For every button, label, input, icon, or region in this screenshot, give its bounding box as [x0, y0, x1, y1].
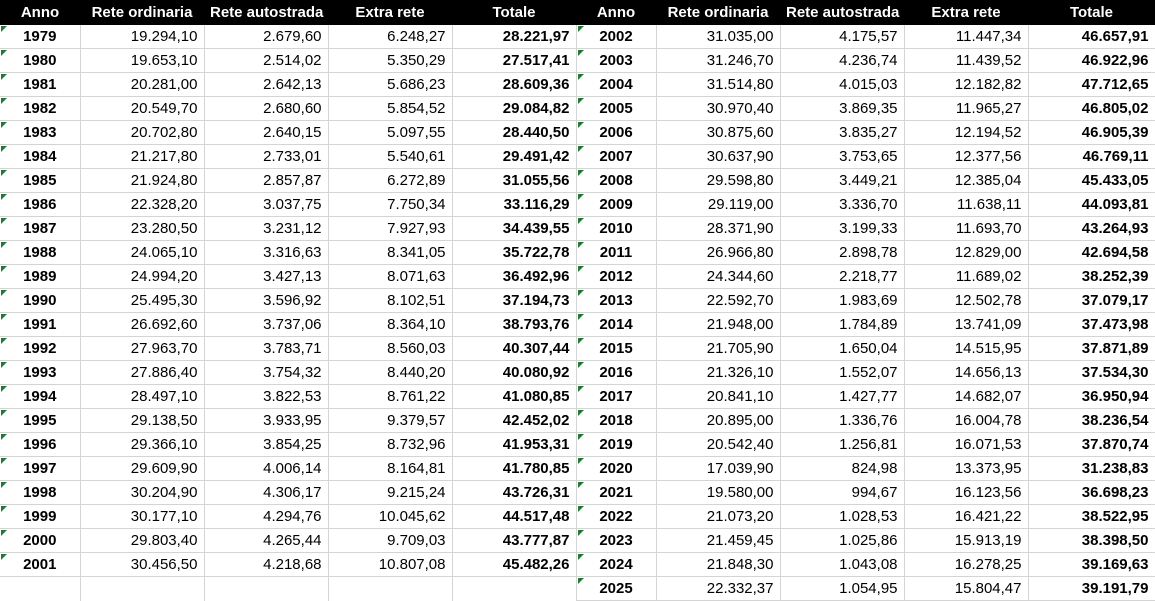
right-rete-ordinaria-cell[interactable]: 30.970,40 — [656, 97, 780, 121]
left-rete-autostrada-cell[interactable]: 3.427,13 — [204, 265, 328, 289]
header-totale-left[interactable]: Totale — [452, 0, 576, 25]
header-extra-rete-right[interactable]: Extra rete — [904, 0, 1028, 25]
table-row — [0, 217, 1155, 241]
left-year-cell[interactable]: 1998 — [0, 481, 80, 505]
right-extra-rete-cell[interactable]: 13.741,09 — [904, 313, 1028, 337]
right-totale-cell[interactable]: 37.871,89 — [1028, 337, 1155, 361]
left-extra-rete-cell[interactable]: 5.097,55 — [328, 121, 452, 145]
right-year-cell[interactable]: 2022 — [576, 505, 656, 529]
right-year-cell[interactable]: 2006 — [576, 121, 656, 145]
left-rete-autostrada-cell[interactable]: 3.783,71 — [204, 337, 328, 361]
table-row — [0, 241, 1155, 265]
left-totale-cell[interactable]: 29.084,82 — [452, 97, 576, 121]
right-year-cell[interactable]: 2023 — [576, 529, 656, 553]
right-totale-cell[interactable]: 31.238,83 — [1028, 457, 1155, 481]
right-rete-autostrada-cell[interactable]: 1.336,76 — [780, 409, 904, 433]
left-totale-cell[interactable]: 35.722,78 — [452, 241, 576, 265]
left-rete-autostrada-cell[interactable]: 3.231,12 — [204, 217, 328, 241]
right-rete-autostrada-cell[interactable]: 824,98 — [780, 457, 904, 481]
right-year-cell[interactable]: 2002 — [576, 25, 656, 49]
left-year-cell[interactable]: 1993 — [0, 361, 80, 385]
header-rete-ordinaria-left[interactable]: Rete ordinaria — [80, 0, 204, 25]
right-rete-ordinaria-cell[interactable]: 20.542,40 — [656, 433, 780, 457]
left-totale-cell[interactable]: 27.517,41 — [452, 49, 576, 73]
left-rete-ordinaria-cell[interactable]: 19.653,10 — [80, 49, 204, 73]
right-year-cell[interactable]: 2024 — [576, 553, 656, 577]
left-extra-rete-cell[interactable]: 5.540,61 — [328, 145, 452, 169]
left-rete-autostrada-cell[interactable]: 2.640,15 — [204, 121, 328, 145]
left-rete-ordinaria-cell[interactable]: 26.692,60 — [80, 313, 204, 337]
right-extra-rete-cell[interactable]: 11.447,34 — [904, 25, 1028, 49]
right-extra-rete-cell[interactable]: 13.373,95 — [904, 457, 1028, 481]
right-rete-ordinaria-cell[interactable]: 21.948,00 — [656, 313, 780, 337]
right-rete-autostrada-cell[interactable]: 4.015,03 — [780, 73, 904, 97]
right-totale-cell[interactable]: 46.805,02 — [1028, 97, 1155, 121]
right-rete-autostrada-cell[interactable]: 1.054,95 — [780, 577, 904, 601]
right-year-cell[interactable]: 2008 — [576, 169, 656, 193]
right-totale-cell[interactable]: 45.433,05 — [1028, 169, 1155, 193]
right-year-cell[interactable]: 2021 — [576, 481, 656, 505]
right-rete-autostrada-cell[interactable]: 1.028,53 — [780, 505, 904, 529]
left-totale-cell[interactable]: 43.777,87 — [452, 529, 576, 553]
left-totale-cell[interactable]: 28.609,36 — [452, 73, 576, 97]
right-year-cell[interactable]: 2015 — [576, 337, 656, 361]
left-rete-autostrada-cell[interactable]: 4.265,44 — [204, 529, 328, 553]
left-rete-ordinaria-cell[interactable]: 24.994,20 — [80, 265, 204, 289]
left-rete-ordinaria-cell[interactable]: 30.456,50 — [80, 553, 204, 577]
left-rete-ordinaria-cell[interactable]: 30.204,90 — [80, 481, 204, 505]
right-rete-ordinaria-cell[interactable]: 20.841,10 — [656, 385, 780, 409]
right-rete-autostrada-cell[interactable]: 1.043,08 — [780, 553, 904, 577]
left-rete-autostrada-cell[interactable]: 4.306,17 — [204, 481, 328, 505]
header-anno-right[interactable]: Anno — [576, 0, 656, 25]
left-extra-rete-cell[interactable]: 10.807,08 — [328, 553, 452, 577]
right-extra-rete-cell[interactable]: 14.682,07 — [904, 385, 1028, 409]
right-year-cell[interactable]: 2020 — [576, 457, 656, 481]
header-rete-autostrada-left[interactable]: Rete autostrada — [204, 0, 328, 25]
right-totale-cell[interactable]: 46.922,96 — [1028, 49, 1155, 73]
left-rete-autostrada-cell[interactable]: 3.037,75 — [204, 193, 328, 217]
right-extra-rete-cell[interactable]: 11.439,52 — [904, 49, 1028, 73]
left-year-cell[interactable]: 2001 — [0, 553, 80, 577]
left-year-cell[interactable]: 1980 — [0, 49, 80, 73]
left-totale-cell[interactable]: 41.953,31 — [452, 433, 576, 457]
table-row — [0, 577, 1155, 601]
right-totale-cell[interactable]: 46.905,39 — [1028, 121, 1155, 145]
right-totale-cell[interactable]: 38.522,95 — [1028, 505, 1155, 529]
left-extra-rete-cell[interactable]: 8.440,20 — [328, 361, 452, 385]
left-empty-cell[interactable] — [328, 577, 452, 601]
right-rete-ordinaria-cell[interactable]: 21.459,45 — [656, 529, 780, 553]
left-extra-rete-cell[interactable]: 8.732,96 — [328, 433, 452, 457]
right-rete-autostrada-cell[interactable]: 3.869,35 — [780, 97, 904, 121]
right-rete-ordinaria-cell[interactable]: 22.332,37 — [656, 577, 780, 601]
left-totale-cell[interactable]: 33.116,29 — [452, 193, 576, 217]
left-rete-autostrada-cell[interactable]: 2.857,87 — [204, 169, 328, 193]
table-row — [0, 121, 1155, 145]
right-extra-rete-cell[interactable]: 14.515,95 — [904, 337, 1028, 361]
right-extra-rete-cell[interactable]: 15.913,19 — [904, 529, 1028, 553]
right-year-cell[interactable]: 2025 — [576, 577, 656, 601]
left-rete-autostrada-cell[interactable]: 2.514,02 — [204, 49, 328, 73]
right-year-cell[interactable]: 2019 — [576, 433, 656, 457]
left-extra-rete-cell[interactable]: 8.761,22 — [328, 385, 452, 409]
left-totale-cell[interactable]: 28.440,50 — [452, 121, 576, 145]
left-empty-cell[interactable] — [0, 577, 80, 601]
left-totale-cell[interactable]: 29.491,42 — [452, 145, 576, 169]
right-rete-ordinaria-cell[interactable]: 30.637,90 — [656, 145, 780, 169]
right-rete-ordinaria-cell[interactable]: 26.966,80 — [656, 241, 780, 265]
header-rete-autostrada-right[interactable]: Rete autostrada — [780, 0, 904, 25]
right-totale-cell[interactable]: 38.398,50 — [1028, 529, 1155, 553]
left-totale-cell[interactable]: 38.793,76 — [452, 313, 576, 337]
right-rete-ordinaria-cell[interactable]: 29.119,00 — [656, 193, 780, 217]
left-year-cell[interactable]: 1983 — [0, 121, 80, 145]
table-row — [0, 265, 1155, 289]
right-rete-autostrada-cell[interactable]: 1.784,89 — [780, 313, 904, 337]
left-year-cell[interactable]: 1985 — [0, 169, 80, 193]
right-extra-rete-cell[interactable]: 12.502,78 — [904, 289, 1028, 313]
left-extra-rete-cell[interactable]: 8.071,63 — [328, 265, 452, 289]
right-year-cell[interactable]: 2004 — [576, 73, 656, 97]
left-rete-autostrada-cell[interactable]: 3.754,32 — [204, 361, 328, 385]
right-rete-ordinaria-cell[interactable]: 24.344,60 — [656, 265, 780, 289]
right-extra-rete-cell[interactable]: 16.071,53 — [904, 433, 1028, 457]
left-extra-rete-cell[interactable]: 5.350,29 — [328, 49, 452, 73]
left-extra-rete-cell[interactable]: 6.248,27 — [328, 25, 452, 49]
left-extra-rete-cell[interactable]: 8.560,03 — [328, 337, 452, 361]
left-year-cell[interactable]: 1988 — [0, 241, 80, 265]
right-rete-ordinaria-cell[interactable]: 21.848,30 — [656, 553, 780, 577]
left-year-cell[interactable]: 1995 — [0, 409, 80, 433]
right-extra-rete-cell[interactable]: 16.278,25 — [904, 553, 1028, 577]
left-year-cell[interactable]: 1990 — [0, 289, 80, 313]
right-rete-ordinaria-cell[interactable]: 31.246,70 — [656, 49, 780, 73]
right-year-cell[interactable]: 2010 — [576, 217, 656, 241]
right-rete-ordinaria-cell[interactable]: 31.035,00 — [656, 25, 780, 49]
table-row — [0, 97, 1155, 121]
header-row — [0, 0, 1155, 25]
right-rete-autostrada-cell[interactable]: 3.336,70 — [780, 193, 904, 217]
left-extra-rete-cell[interactable]: 7.927,93 — [328, 217, 452, 241]
left-rete-autostrada-cell[interactable]: 3.822,53 — [204, 385, 328, 409]
right-rete-autostrada-cell[interactable]: 4.175,57 — [780, 25, 904, 49]
left-extra-rete-cell[interactable]: 9.709,03 — [328, 529, 452, 553]
right-year-cell[interactable]: 2016 — [576, 361, 656, 385]
right-totale-cell[interactable]: 37.534,30 — [1028, 361, 1155, 385]
table-row — [0, 361, 1155, 385]
left-year-cell[interactable]: 1991 — [0, 313, 80, 337]
table-row — [0, 169, 1155, 193]
right-rete-ordinaria-cell[interactable]: 22.592,70 — [656, 289, 780, 313]
left-totale-cell[interactable]: 43.726,31 — [452, 481, 576, 505]
right-extra-rete-cell[interactable]: 16.004,78 — [904, 409, 1028, 433]
right-extra-rete-cell[interactable]: 12.385,04 — [904, 169, 1028, 193]
right-rete-ordinaria-cell[interactable]: 21.326,10 — [656, 361, 780, 385]
left-totale-cell[interactable]: 37.194,73 — [452, 289, 576, 313]
right-year-cell[interactable]: 2012 — [576, 265, 656, 289]
right-year-cell[interactable]: 2018 — [576, 409, 656, 433]
right-extra-rete-cell[interactable]: 16.123,56 — [904, 481, 1028, 505]
left-totale-cell[interactable]: 42.452,02 — [452, 409, 576, 433]
left-rete-autostrada-cell[interactable]: 2.733,01 — [204, 145, 328, 169]
left-rete-autostrada-cell[interactable]: 4.218,68 — [204, 553, 328, 577]
left-year-cell[interactable]: 1992 — [0, 337, 80, 361]
left-rete-ordinaria-cell[interactable]: 22.328,20 — [80, 193, 204, 217]
table-row — [0, 49, 1155, 73]
right-totale-cell[interactable]: 46.769,11 — [1028, 145, 1155, 169]
table-row — [0, 73, 1155, 97]
table-row — [0, 193, 1155, 217]
left-extra-rete-cell[interactable]: 6.272,89 — [328, 169, 452, 193]
left-rete-ordinaria-cell[interactable]: 29.138,50 — [80, 409, 204, 433]
right-rete-ordinaria-cell[interactable]: 30.875,60 — [656, 121, 780, 145]
left-extra-rete-cell[interactable]: 8.164,81 — [328, 457, 452, 481]
header-anno-left[interactable]: Anno — [0, 0, 80, 25]
left-year-cell[interactable]: 2000 — [0, 529, 80, 553]
right-rete-ordinaria-cell[interactable]: 31.514,80 — [656, 73, 780, 97]
left-year-cell[interactable]: 1981 — [0, 73, 80, 97]
left-rete-ordinaria-cell[interactable]: 29.366,10 — [80, 433, 204, 457]
left-rete-ordinaria-cell[interactable]: 20.702,80 — [80, 121, 204, 145]
left-rete-autostrada-cell[interactable]: 2.680,60 — [204, 97, 328, 121]
right-rete-ordinaria-cell[interactable]: 29.598,80 — [656, 169, 780, 193]
left-totale-cell[interactable]: 28.221,97 — [452, 25, 576, 49]
right-totale-cell[interactable]: 42.694,58 — [1028, 241, 1155, 265]
right-rete-ordinaria-cell[interactable]: 19.580,00 — [656, 481, 780, 505]
left-rete-ordinaria-cell[interactable]: 19.294,10 — [80, 25, 204, 49]
right-extra-rete-cell[interactable]: 12.829,00 — [904, 241, 1028, 265]
right-rete-autostrada-cell[interactable]: 3.449,21 — [780, 169, 904, 193]
table-row — [0, 337, 1155, 361]
left-totale-cell[interactable]: 34.439,55 — [452, 217, 576, 241]
left-rete-ordinaria-cell[interactable]: 24.065,10 — [80, 241, 204, 265]
right-extra-rete-cell[interactable]: 11.965,27 — [904, 97, 1028, 121]
right-totale-cell[interactable]: 37.473,98 — [1028, 313, 1155, 337]
left-rete-ordinaria-cell[interactable]: 29.803,40 — [80, 529, 204, 553]
left-extra-rete-cell[interactable]: 10.045,62 — [328, 505, 452, 529]
left-rete-autostrada-cell[interactable]: 3.737,06 — [204, 313, 328, 337]
right-extra-rete-cell[interactable]: 11.689,02 — [904, 265, 1028, 289]
right-extra-rete-cell[interactable]: 11.638,11 — [904, 193, 1028, 217]
table-row — [0, 457, 1155, 481]
left-totale-cell[interactable]: 40.307,44 — [452, 337, 576, 361]
right-totale-cell[interactable]: 39.191,79 — [1028, 577, 1155, 601]
left-totale-cell[interactable]: 31.055,56 — [452, 169, 576, 193]
left-year-cell[interactable]: 1996 — [0, 433, 80, 457]
right-rete-autostrada-cell[interactable]: 3.199,33 — [780, 217, 904, 241]
table-row — [0, 313, 1155, 337]
left-rete-ordinaria-cell[interactable]: 27.963,70 — [80, 337, 204, 361]
right-rete-autostrada-cell[interactable]: 2.218,77 — [780, 265, 904, 289]
table-row — [0, 25, 1155, 49]
right-rete-autostrada-cell[interactable]: 994,67 — [780, 481, 904, 505]
right-year-cell[interactable]: 2013 — [576, 289, 656, 313]
left-rete-autostrada-cell[interactable]: 3.854,25 — [204, 433, 328, 457]
right-totale-cell[interactable]: 38.236,54 — [1028, 409, 1155, 433]
right-rete-autostrada-cell[interactable]: 3.753,65 — [780, 145, 904, 169]
right-totale-cell[interactable]: 38.252,39 — [1028, 265, 1155, 289]
left-empty-cell[interactable] — [452, 577, 576, 601]
table-row — [0, 145, 1155, 169]
left-rete-ordinaria-cell[interactable]: 21.924,80 — [80, 169, 204, 193]
left-rete-autostrada-cell[interactable]: 2.642,13 — [204, 73, 328, 97]
right-year-cell[interactable]: 2003 — [576, 49, 656, 73]
left-year-cell[interactable]: 1997 — [0, 457, 80, 481]
right-totale-cell[interactable]: 43.264,93 — [1028, 217, 1155, 241]
left-rete-ordinaria-cell[interactable]: 30.177,10 — [80, 505, 204, 529]
left-rete-autostrada-cell[interactable]: 3.933,95 — [204, 409, 328, 433]
left-totale-cell[interactable]: 45.482,26 — [452, 553, 576, 577]
right-extra-rete-cell[interactable]: 16.421,22 — [904, 505, 1028, 529]
right-rete-autostrada-cell[interactable]: 3.835,27 — [780, 121, 904, 145]
table-row — [0, 529, 1155, 553]
right-rete-ordinaria-cell[interactable]: 28.371,90 — [656, 217, 780, 241]
left-extra-rete-cell[interactable]: 8.341,05 — [328, 241, 452, 265]
right-rete-autostrada-cell[interactable]: 1.427,77 — [780, 385, 904, 409]
right-totale-cell[interactable]: 36.950,94 — [1028, 385, 1155, 409]
left-year-cell[interactable]: 1984 — [0, 145, 80, 169]
header-extra-rete-left[interactable]: Extra rete — [328, 0, 452, 25]
right-rete-ordinaria-cell[interactable]: 20.895,00 — [656, 409, 780, 433]
left-rete-autostrada-cell[interactable]: 3.316,63 — [204, 241, 328, 265]
table-row — [0, 505, 1155, 529]
right-year-cell[interactable]: 2009 — [576, 193, 656, 217]
right-rete-autostrada-cell[interactable]: 1.552,07 — [780, 361, 904, 385]
right-totale-cell[interactable]: 36.698,23 — [1028, 481, 1155, 505]
right-year-cell[interactable]: 2007 — [576, 145, 656, 169]
left-extra-rete-cell[interactable]: 9.379,57 — [328, 409, 452, 433]
left-rete-ordinaria-cell[interactable]: 21.217,80 — [80, 145, 204, 169]
left-rete-ordinaria-cell[interactable]: 25.495,30 — [80, 289, 204, 313]
left-year-cell[interactable]: 1994 — [0, 385, 80, 409]
header-totale-right[interactable]: Totale — [1028, 0, 1155, 25]
table-row — [0, 409, 1155, 433]
left-year-cell[interactable]: 1982 — [0, 97, 80, 121]
left-rete-ordinaria-cell[interactable]: 27.886,40 — [80, 361, 204, 385]
right-extra-rete-cell[interactable]: 12.194,52 — [904, 121, 1028, 145]
right-extra-rete-cell[interactable]: 12.182,82 — [904, 73, 1028, 97]
left-empty-cell[interactable] — [204, 577, 328, 601]
right-rete-ordinaria-cell[interactable]: 17.039,90 — [656, 457, 780, 481]
left-extra-rete-cell[interactable]: 8.102,51 — [328, 289, 452, 313]
right-extra-rete-cell[interactable]: 12.377,56 — [904, 145, 1028, 169]
right-year-cell[interactable]: 2014 — [576, 313, 656, 337]
left-extra-rete-cell[interactable]: 7.750,34 — [328, 193, 452, 217]
left-extra-rete-cell[interactable]: 5.854,52 — [328, 97, 452, 121]
right-rete-autostrada-cell[interactable]: 4.236,74 — [780, 49, 904, 73]
left-rete-autostrada-cell[interactable]: 4.006,14 — [204, 457, 328, 481]
left-rete-ordinaria-cell[interactable]: 29.609,90 — [80, 457, 204, 481]
left-year-cell[interactable]: 1999 — [0, 505, 80, 529]
right-totale-cell[interactable]: 46.657,91 — [1028, 25, 1155, 49]
right-totale-cell[interactable]: 47.712,65 — [1028, 73, 1155, 97]
table-row — [0, 289, 1155, 313]
right-year-cell[interactable]: 2011 — [576, 241, 656, 265]
right-totale-cell[interactable]: 39.169,63 — [1028, 553, 1155, 577]
table-body — [0, 25, 1155, 601]
left-rete-autostrada-cell[interactable]: 4.294,76 — [204, 505, 328, 529]
right-extra-rete-cell[interactable]: 15.804,47 — [904, 577, 1028, 601]
left-rete-ordinaria-cell[interactable]: 20.549,70 — [80, 97, 204, 121]
right-totale-cell[interactable]: 37.079,17 — [1028, 289, 1155, 313]
left-extra-rete-cell[interactable]: 9.215,24 — [328, 481, 452, 505]
right-year-cell[interactable]: 2017 — [576, 385, 656, 409]
left-year-cell[interactable]: 1979 — [0, 25, 80, 49]
right-extra-rete-cell[interactable]: 14.656,13 — [904, 361, 1028, 385]
right-totale-cell[interactable]: 44.093,81 — [1028, 193, 1155, 217]
left-totale-cell[interactable]: 44.517,48 — [452, 505, 576, 529]
table-row — [0, 433, 1155, 457]
right-rete-autostrada-cell[interactable]: 1.256,81 — [780, 433, 904, 457]
right-rete-autostrada-cell[interactable]: 1.650,04 — [780, 337, 904, 361]
left-totale-cell[interactable]: 36.492,96 — [452, 265, 576, 289]
table-row — [0, 385, 1155, 409]
left-rete-ordinaria-cell[interactable]: 20.281,00 — [80, 73, 204, 97]
left-year-cell[interactable]: 1989 — [0, 265, 80, 289]
right-rete-ordinaria-cell[interactable]: 21.073,20 — [656, 505, 780, 529]
table-row — [0, 481, 1155, 505]
right-year-cell[interactable]: 2005 — [576, 97, 656, 121]
left-year-cell[interactable]: 1986 — [0, 193, 80, 217]
right-rete-autostrada-cell[interactable]: 1.025,86 — [780, 529, 904, 553]
left-extra-rete-cell[interactable]: 8.364,10 — [328, 313, 452, 337]
right-totale-cell[interactable]: 37.870,74 — [1028, 433, 1155, 457]
left-empty-cell[interactable] — [80, 577, 204, 601]
header-rete-ordinaria-right[interactable]: Rete ordinaria — [656, 0, 780, 25]
right-rete-ordinaria-cell[interactable]: 21.705,90 — [656, 337, 780, 361]
left-rete-autostrada-cell[interactable]: 2.679,60 — [204, 25, 328, 49]
right-extra-rete-cell[interactable]: 11.693,70 — [904, 217, 1028, 241]
left-totale-cell[interactable]: 41.780,85 — [452, 457, 576, 481]
right-rete-autostrada-cell[interactable]: 1.983,69 — [780, 289, 904, 313]
table-row — [0, 553, 1155, 577]
left-rete-ordinaria-cell[interactable]: 28.497,10 — [80, 385, 204, 409]
left-totale-cell[interactable]: 41.080,85 — [452, 385, 576, 409]
left-rete-autostrada-cell[interactable]: 3.596,92 — [204, 289, 328, 313]
left-year-cell[interactable]: 1987 — [0, 217, 80, 241]
left-totale-cell[interactable]: 40.080,92 — [452, 361, 576, 385]
left-extra-rete-cell[interactable]: 5.686,23 — [328, 73, 452, 97]
left-rete-ordinaria-cell[interactable]: 23.280,50 — [80, 217, 204, 241]
right-rete-autostrada-cell[interactable]: 2.898,78 — [780, 241, 904, 265]
